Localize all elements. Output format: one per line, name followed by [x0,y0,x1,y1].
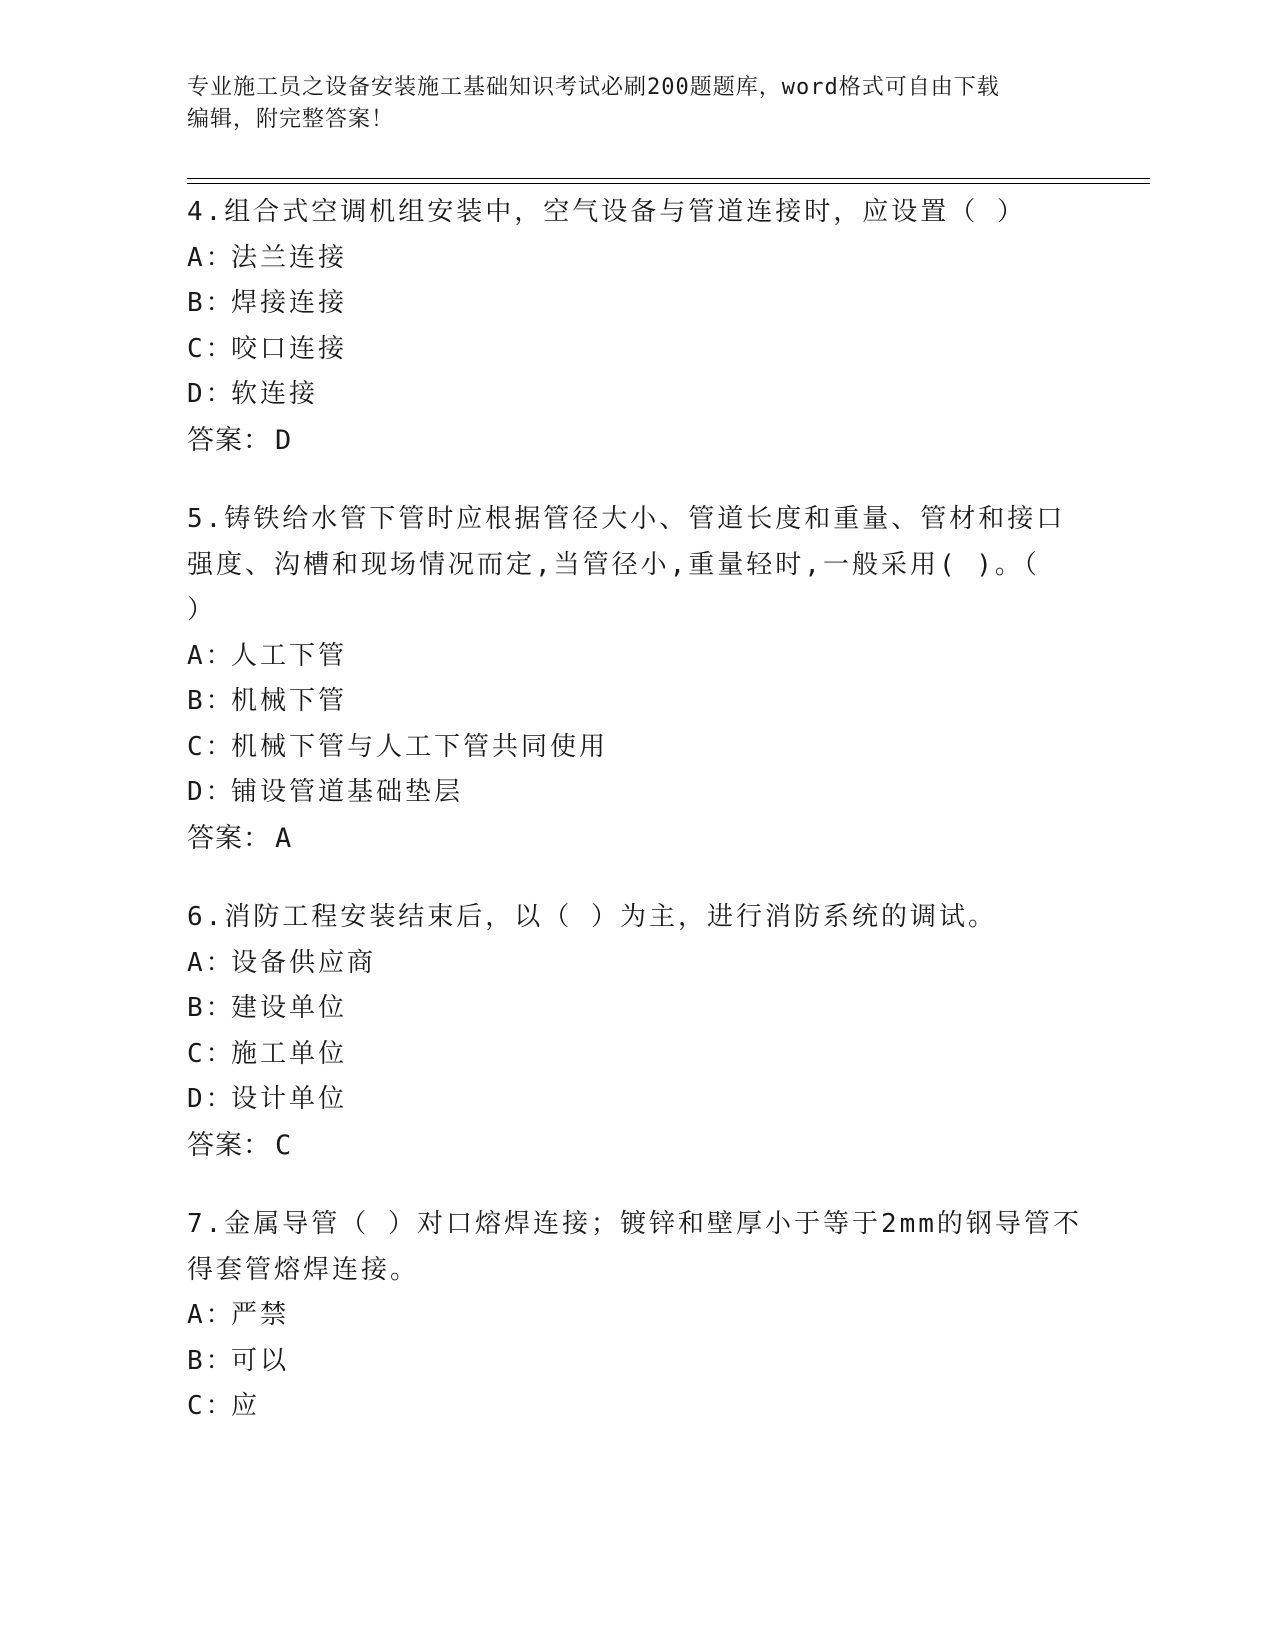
option-text: 机械下管 [231,686,348,716]
option-text: 设备供应商 [231,947,377,978]
answer-label: 答案： [187,424,271,455]
answer-value: C [275,1129,293,1161]
option-letter: A： [187,242,235,273]
option-letter: A： [187,1300,235,1330]
option-a [187,1293,1087,1339]
question-stem: 6.消防工程安装结束后，以（ ）为主，进行消防系统的调试。 [187,902,997,932]
option-text: 咬口连接 [231,333,348,364]
option-a [187,236,1087,282]
question-6 [187,895,1087,1168]
option-text: 施工单位 [231,1038,348,1069]
header-divider-bottom [187,183,1150,184]
option-letter: A： [187,640,235,671]
question-stem: 得套管熔焊连接。 [187,1254,420,1285]
option-d [187,1077,1087,1123]
option-text: 铺设管道基础垫层 [231,777,464,807]
option-letter: A： [187,947,235,978]
answer-value: A [275,822,293,854]
option-c [187,1384,1087,1430]
option-letter: C： [187,1038,235,1069]
option-text: 软连接 [231,379,319,409]
document-header [187,72,1087,136]
option-text: 可以 [231,1345,290,1376]
question-stem: 7.金属导管（ ）对口熔焊连接；镀锌和壁厚小于等于2mm的钢导管不 [187,1209,1082,1239]
option-text: 焊接连接 [231,288,348,318]
header-line-2: 编辑，附完整答案！ [187,107,395,132]
option-letter: D： [187,777,235,807]
question-stem: 4.组合式空调机组安装中，空气设备与管道连接时，应设置（ ） [187,197,1026,227]
answer-label: 答案： [187,822,271,853]
option-text: 机械下管与人工下管共同使用 [231,731,609,762]
option-letter: D： [187,1084,235,1114]
answer-label: 答案： [187,1129,271,1160]
option-c [187,1032,1087,1078]
answer-line [187,816,1087,862]
option-text: 建设单位 [231,993,348,1023]
option-text: 人工下管 [231,640,348,671]
option-c [187,327,1087,373]
question-list [187,190,1087,1464]
answer-value: D [275,424,293,456]
question-stem: 5.铸铁给水管下管时应根据管径大小、管道长度和重量、管材和接口 [187,504,1066,534]
option-b [187,281,1087,327]
option-letter: C： [187,731,235,762]
answer-line [187,418,1087,464]
option-text: 应 [231,1391,261,1421]
option-letter: B： [187,993,235,1023]
question-5 [187,497,1087,861]
option-letter: C： [187,1391,235,1421]
question-7 [187,1202,1087,1430]
question-stem: 强度、沟槽和现场情况而定,当管径小,重量轻时,一般采用( )。（ [187,549,1040,580]
option-letter: D： [187,379,235,409]
option-a [187,634,1087,680]
option-letter: B： [187,288,235,318]
answer-line [187,1123,1087,1169]
header-divider-top [187,178,1150,179]
option-d [187,372,1087,418]
option-letter: B： [187,686,235,716]
header-line-1: 专业施工员之设备安装施工基础知识考试必刷200题题库，word格式可自由下载 [187,75,1000,100]
option-text: 法兰连接 [231,242,348,273]
option-c [187,725,1087,771]
option-d [187,770,1087,816]
option-a [187,941,1087,987]
option-text: 设计单位 [231,1084,348,1114]
question-stem: ） [187,595,217,625]
question-4 [187,190,1087,463]
option-b [187,986,1087,1032]
option-letter: B： [187,1345,235,1376]
option-b [187,679,1087,725]
option-b [187,1339,1087,1385]
option-text: 严禁 [231,1300,290,1330]
option-letter: C： [187,333,235,364]
